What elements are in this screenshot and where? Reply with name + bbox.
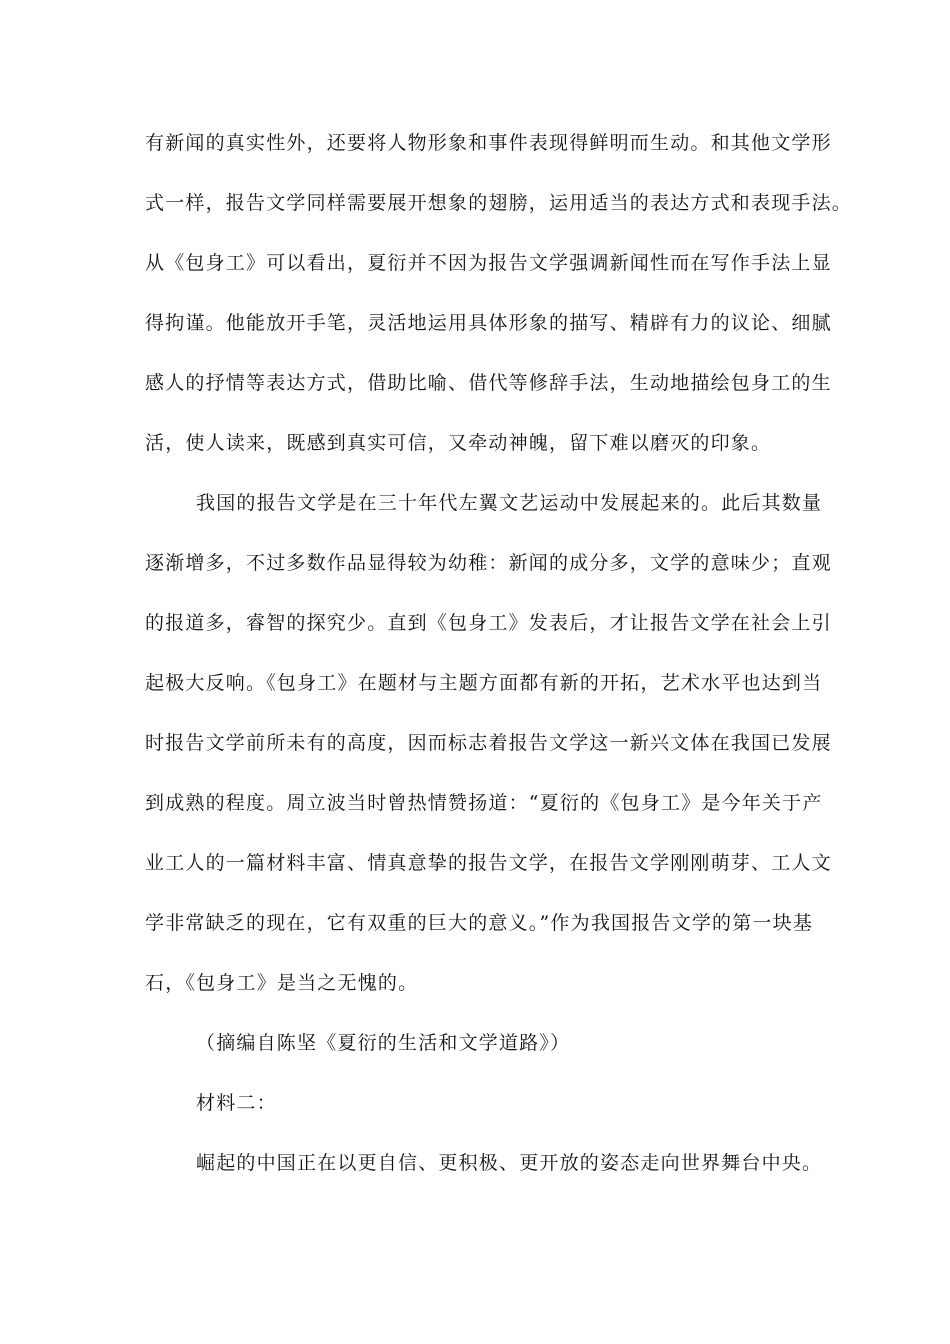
paragraph-2-line-7: 业工人的一篇材料丰富、情真意挚的报告文学，在报告文学刚刚萌芽、工人文: [145, 852, 832, 874]
paragraph-3-line-1: 崛起的中国正在以更自信、更积极、更开放的姿态走向世界舞台中央。: [196, 1152, 823, 1174]
paragraph-1-line-1: 有新闻的真实性外，还要将人物形象和事件表现得鲜明而生动。和其他文学形: [145, 132, 832, 154]
source-note: （摘编自陈坚《夏衍的生活和文学道路》）: [196, 1032, 571, 1054]
paragraph-2-line-6: 到成熟的程度。周立波当时曾热情赞扬道：“夏衍的《包身工》是今年关于产: [145, 792, 823, 814]
paragraph-1-line-6: 活，使人读来，既感到真实可信，又牵动神魄，留下难以磨灭的印象。: [145, 432, 772, 454]
paragraph-2-line-3: 的报道多，睿智的探究少。直到《包身工》发表后，才让报告文学在社会上引: [145, 612, 832, 634]
paragraph-1-line-3: 从《包身工》可以看出，夏衍并不因为报告文学强调新闻性而在写作手法上显: [145, 252, 832, 274]
material-heading: 材料二：: [196, 1092, 277, 1114]
paragraph-2-line-1: 我国的报告文学是在三十年代左翼文艺运动中发展起来的。此后其数量: [196, 492, 823, 514]
paragraph-2-line-9: 石，《包身工》是当之无愧的。: [145, 972, 419, 994]
paragraph-2-line-5: 时报告文学前所未有的高度，因而标志着报告文学这一新兴文体在我国已发展: [145, 732, 832, 754]
paragraph-2-line-4: 起极大反响。《包身工》在题材与主题方面都有新的开拓，艺术水平也达到当: [145, 672, 823, 694]
paragraph-2-line-2: 逐渐增多，不过多数作品显得较为幼稚：新闻的成分多，文学的意味少；直观: [145, 552, 832, 574]
paragraph-1-line-5: 感人的抒情等表达方式，借助比喻、借代等修辞手法，生动地描绘包身工的生: [145, 372, 832, 394]
paragraph-2-line-8: 学非常缺乏的现在，它有双重的巨大的意义。”作为我国报告文学的第一块基: [145, 912, 814, 934]
paragraph-1-line-4: 得拘谨。他能放开手笔，灵活地运用具体形象的描写、精辟有力的议论、细腻: [145, 312, 832, 334]
paragraph-1-line-2: 式一样，报告文学同样需要展开想象的翅膀，运用适当的表达方式和表现手法。: [145, 192, 853, 214]
